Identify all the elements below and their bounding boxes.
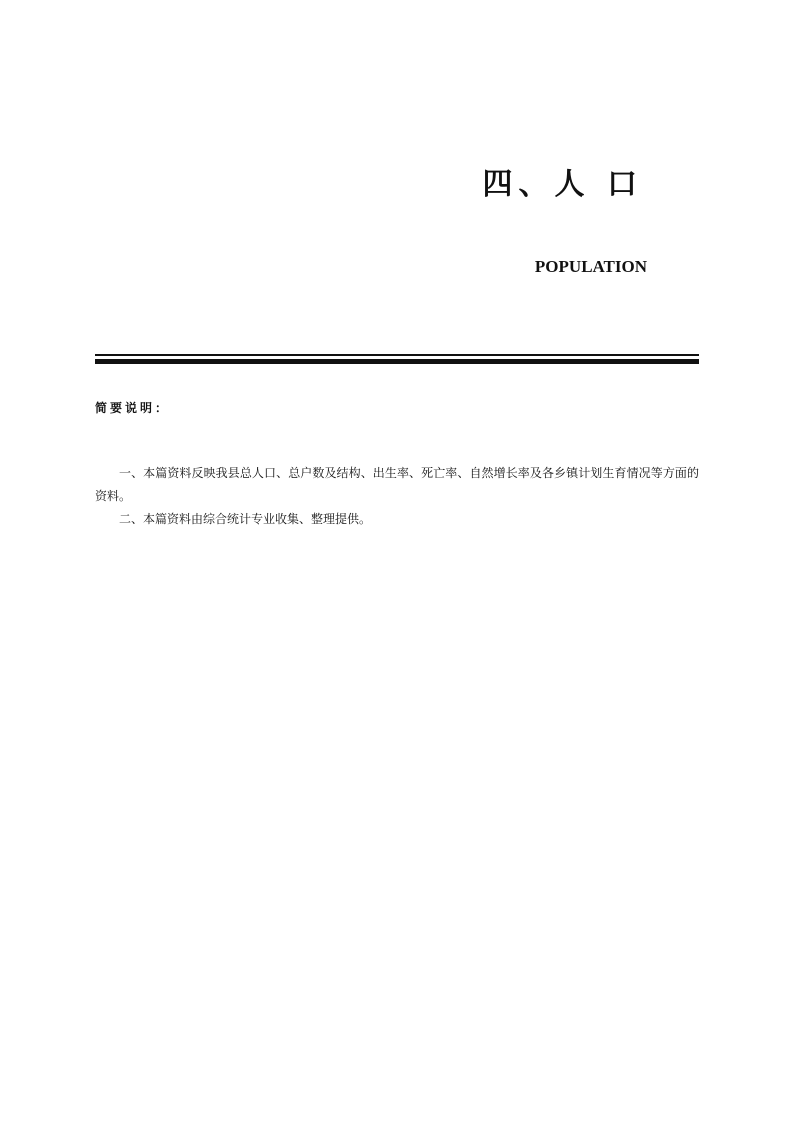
note-paragraph-2: 二、本篇资料由综合统计专业收集、整理提供。 — [119, 512, 372, 526]
note-paragraph-1: 一、本篇资料反映我县总人口、总户数及结构、出生率、死亡率、自然增长率及各乡镇计划生育情况等方面的资料。 — [95, 466, 699, 503]
double-rule-divider — [95, 354, 699, 364]
thick-rule — [95, 359, 699, 364]
notes-body — [95, 462, 699, 531]
chapter-title: 四、人 口 — [482, 167, 643, 202]
chapter-subtitle: POPULATION — [534, 257, 647, 276]
thin-rule — [95, 354, 699, 356]
notes-heading: 简要说明： — [95, 401, 171, 415]
